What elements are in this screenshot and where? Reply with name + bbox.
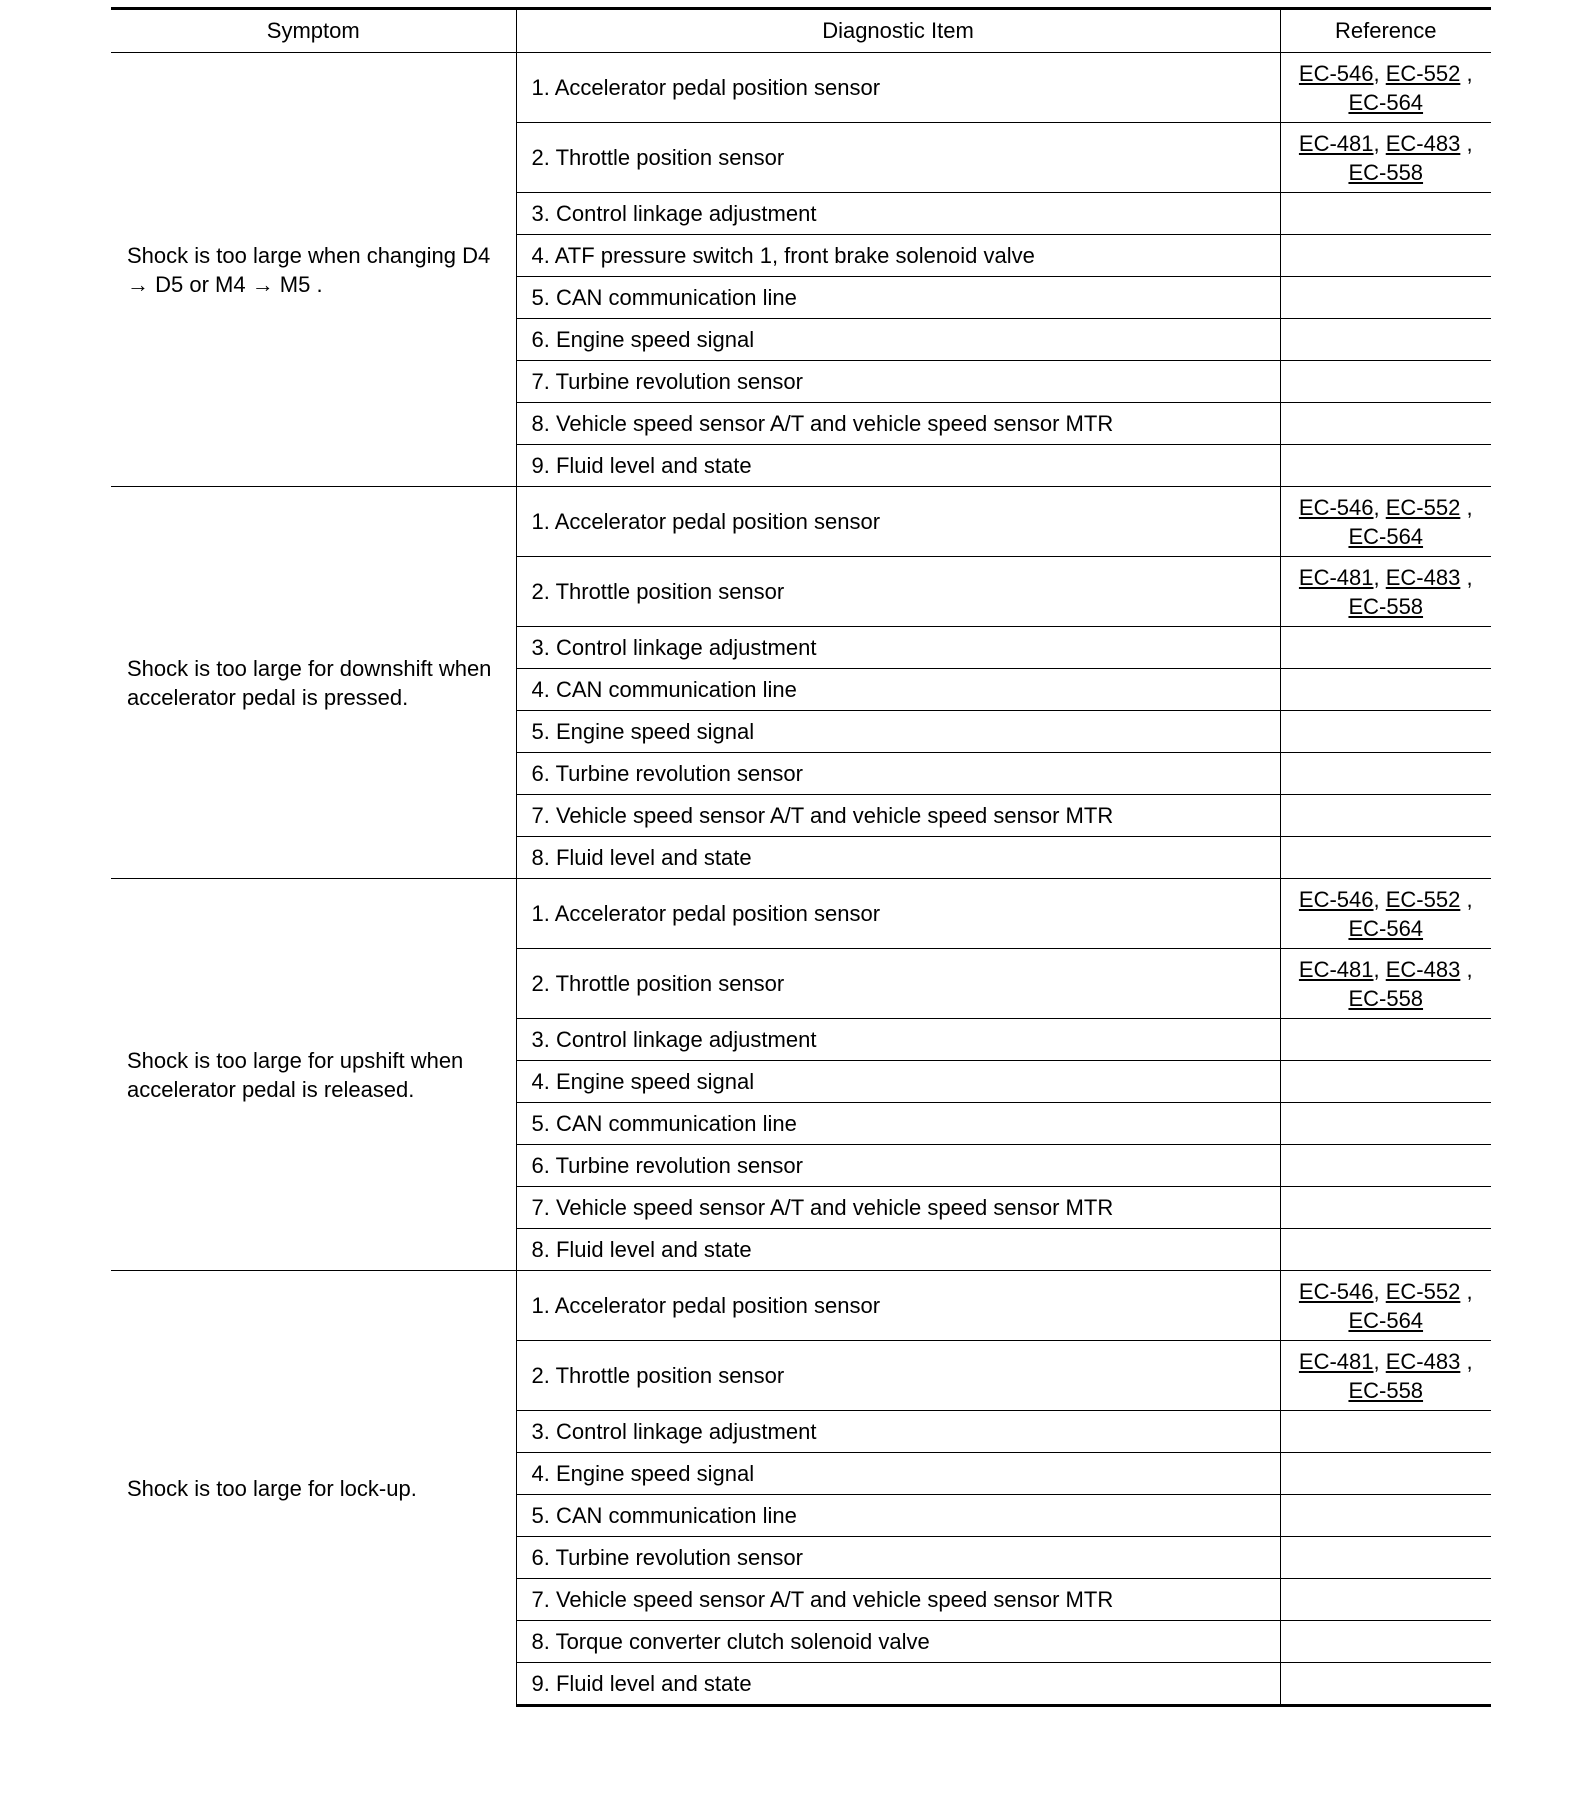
- reference-link[interactable]: EC-552: [1385, 60, 1461, 86]
- diagnostic-item-cell: 5. Engine speed signal: [516, 711, 1280, 753]
- diagnostic-item-cell: 5. CAN communication line: [516, 1495, 1280, 1537]
- reference-link[interactable]: EC-546: [1298, 494, 1374, 520]
- diagnostic-item-cell: 3. Control linkage adjustment: [516, 1411, 1280, 1453]
- reference-link[interactable]: EC-481: [1298, 1348, 1374, 1374]
- reference-link[interactable]: EC-558: [1348, 1377, 1424, 1403]
- diagnostic-item-cell: 8. Vehicle speed sensor A/T and vehicle speed sensor MTR: [516, 403, 1280, 445]
- reference-cell: [1280, 193, 1491, 235]
- reference-cell: [1280, 1453, 1491, 1495]
- diagnostic-item-cell: 2. Throttle position sensor: [516, 949, 1280, 1019]
- table-row: [111, 53, 1491, 123]
- reference-cell: [1280, 795, 1491, 837]
- table-row: [111, 1271, 1491, 1341]
- diagnostic-item-cell: 9. Fluid level and state: [516, 1663, 1280, 1706]
- reference-cell: [1280, 235, 1491, 277]
- reference-link[interactable]: EC-552: [1385, 886, 1461, 912]
- reference-cell: [1280, 1229, 1491, 1271]
- reference-link[interactable]: EC-558: [1348, 159, 1424, 185]
- diagnostic-item-cell: 2. Throttle position sensor: [516, 1341, 1280, 1411]
- reference-link[interactable]: EC-558: [1348, 985, 1424, 1011]
- reference-cell: [1280, 1579, 1491, 1621]
- reference-link[interactable]: EC-483: [1385, 564, 1461, 590]
- diagnostic-item-cell: 1. Accelerator pedal position sensor: [516, 487, 1280, 557]
- reference-cell: [1280, 1187, 1491, 1229]
- diagnostic-item-cell: 7. Turbine revolution sensor: [516, 361, 1280, 403]
- reference-cell: [1280, 1019, 1491, 1061]
- diagnostic-item-cell: 6. Engine speed signal: [516, 319, 1280, 361]
- reference-cell: [1280, 361, 1491, 403]
- reference-cell: [1280, 627, 1491, 669]
- table-row: [111, 879, 1491, 949]
- table-row: [111, 487, 1491, 557]
- reference-cell: EC-481, EC-483 , EC-558: [1280, 949, 1491, 1019]
- diagnostic-item-cell: 5. CAN communication line: [516, 1103, 1280, 1145]
- reference-cell: [1280, 1103, 1491, 1145]
- diagnostic-item-cell: 4. Engine speed signal: [516, 1061, 1280, 1103]
- symptom-cell: Shock is too large for lock-up.: [111, 1271, 516, 1706]
- diagnostic-item-cell: 6. Turbine revolution sensor: [516, 753, 1280, 795]
- reference-link[interactable]: EC-546: [1298, 886, 1374, 912]
- reference-link[interactable]: EC-481: [1298, 130, 1374, 156]
- reference-cell: EC-546, EC-552 , EC-564: [1280, 1271, 1491, 1341]
- reference-link[interactable]: EC-564: [1348, 89, 1424, 115]
- reference-link[interactable]: EC-483: [1385, 130, 1461, 156]
- diagnostic-item-cell: 8. Fluid level and state: [516, 1229, 1280, 1271]
- diagnostic-item-cell: 3. Control linkage adjustment: [516, 1019, 1280, 1061]
- diagnostic-item-cell: 3. Control linkage adjustment: [516, 627, 1280, 669]
- reference-link[interactable]: EC-558: [1348, 593, 1424, 619]
- symptom-cell: Shock is too large when changing D4 → D5 or M4 → M5 .: [111, 53, 516, 487]
- reference-cell: [1280, 1621, 1491, 1663]
- reference-cell: EC-481, EC-483 , EC-558: [1280, 123, 1491, 193]
- diagnostic-item-cell: 7. Vehicle speed sensor A/T and vehicle speed sensor MTR: [516, 1187, 1280, 1229]
- diagnostic-item-cell: 1. Accelerator pedal position sensor: [516, 53, 1280, 123]
- diagnostic-item-cell: 6. Turbine revolution sensor: [516, 1537, 1280, 1579]
- diagnostic-item-cell: 6. Turbine revolution sensor: [516, 1145, 1280, 1187]
- reference-cell: [1280, 1061, 1491, 1103]
- diagnostic-item-header: Diagnostic Item: [516, 9, 1280, 53]
- reference-cell: EC-546, EC-552 , EC-564: [1280, 487, 1491, 557]
- reference-cell: [1280, 1145, 1491, 1187]
- diagnostic-item-cell: 1. Accelerator pedal position sensor: [516, 879, 1280, 949]
- diagnostic-item-cell: 2. Throttle position sensor: [516, 123, 1280, 193]
- reference-link[interactable]: EC-552: [1385, 1278, 1461, 1304]
- symptom-header: Symptom: [111, 9, 516, 53]
- diagnostic-item-cell: 7. Vehicle speed sensor A/T and vehicle speed sensor MTR: [516, 1579, 1280, 1621]
- reference-link[interactable]: EC-564: [1348, 915, 1424, 941]
- reference-cell: [1280, 1537, 1491, 1579]
- reference-header: Reference: [1280, 9, 1491, 53]
- symptom-cell: Shock is too large for downshift when accelerator pedal is pressed.: [111, 487, 516, 879]
- header-row: [111, 9, 1491, 53]
- reference-cell: [1280, 277, 1491, 319]
- reference-cell: [1280, 837, 1491, 879]
- reference-cell: [1280, 1495, 1491, 1537]
- reference-cell: [1280, 445, 1491, 487]
- reference-link[interactable]: EC-483: [1385, 1348, 1461, 1374]
- symptom-cell: Shock is too large for upshift when accelerator pedal is released.: [111, 879, 516, 1271]
- reference-cell: [1280, 753, 1491, 795]
- reference-cell: [1280, 669, 1491, 711]
- table-body: [111, 53, 1491, 1706]
- diagnostic-item-cell: 7. Vehicle speed sensor A/T and vehicle speed sensor MTR: [516, 795, 1280, 837]
- diagnostic-table: [111, 7, 1491, 1707]
- reference-cell: EC-546, EC-552 , EC-564: [1280, 53, 1491, 123]
- reference-link[interactable]: EC-564: [1348, 523, 1424, 549]
- diagnostic-item-cell: 2. Throttle position sensor: [516, 557, 1280, 627]
- diagnostic-item-cell: 4. CAN communication line: [516, 669, 1280, 711]
- reference-link[interactable]: EC-483: [1385, 956, 1461, 982]
- reference-link[interactable]: EC-564: [1348, 1307, 1424, 1333]
- diagnostic-item-cell: 5. CAN communication line: [516, 277, 1280, 319]
- diagnostic-item-cell: 9. Fluid level and state: [516, 445, 1280, 487]
- reference-cell: EC-481, EC-483 , EC-558: [1280, 1341, 1491, 1411]
- reference-link[interactable]: EC-481: [1298, 564, 1374, 590]
- reference-cell: [1280, 1663, 1491, 1706]
- diagnostic-item-cell: 8. Fluid level and state: [516, 837, 1280, 879]
- reference-link[interactable]: EC-552: [1385, 494, 1461, 520]
- reference-link[interactable]: EC-546: [1298, 1278, 1374, 1304]
- reference-cell: [1280, 319, 1491, 361]
- reference-cell: [1280, 403, 1491, 445]
- diagnostic-item-cell: 4. Engine speed signal: [516, 1453, 1280, 1495]
- diagnostic-item-cell: 4. ATF pressure switch 1, front brake solenoid valve: [516, 235, 1280, 277]
- reference-cell: EC-546, EC-552 , EC-564: [1280, 879, 1491, 949]
- reference-cell: EC-481, EC-483 , EC-558: [1280, 557, 1491, 627]
- reference-link[interactable]: EC-546: [1298, 60, 1374, 86]
- reference-cell: [1280, 1411, 1491, 1453]
- reference-cell: [1280, 711, 1491, 753]
- diagnostic-item-cell: 1. Accelerator pedal position sensor: [516, 1271, 1280, 1341]
- reference-link[interactable]: EC-481: [1298, 956, 1374, 982]
- diagnostic-item-cell: 8. Torque converter clutch solenoid valve: [516, 1621, 1280, 1663]
- diagnostic-item-cell: 3. Control linkage adjustment: [516, 193, 1280, 235]
